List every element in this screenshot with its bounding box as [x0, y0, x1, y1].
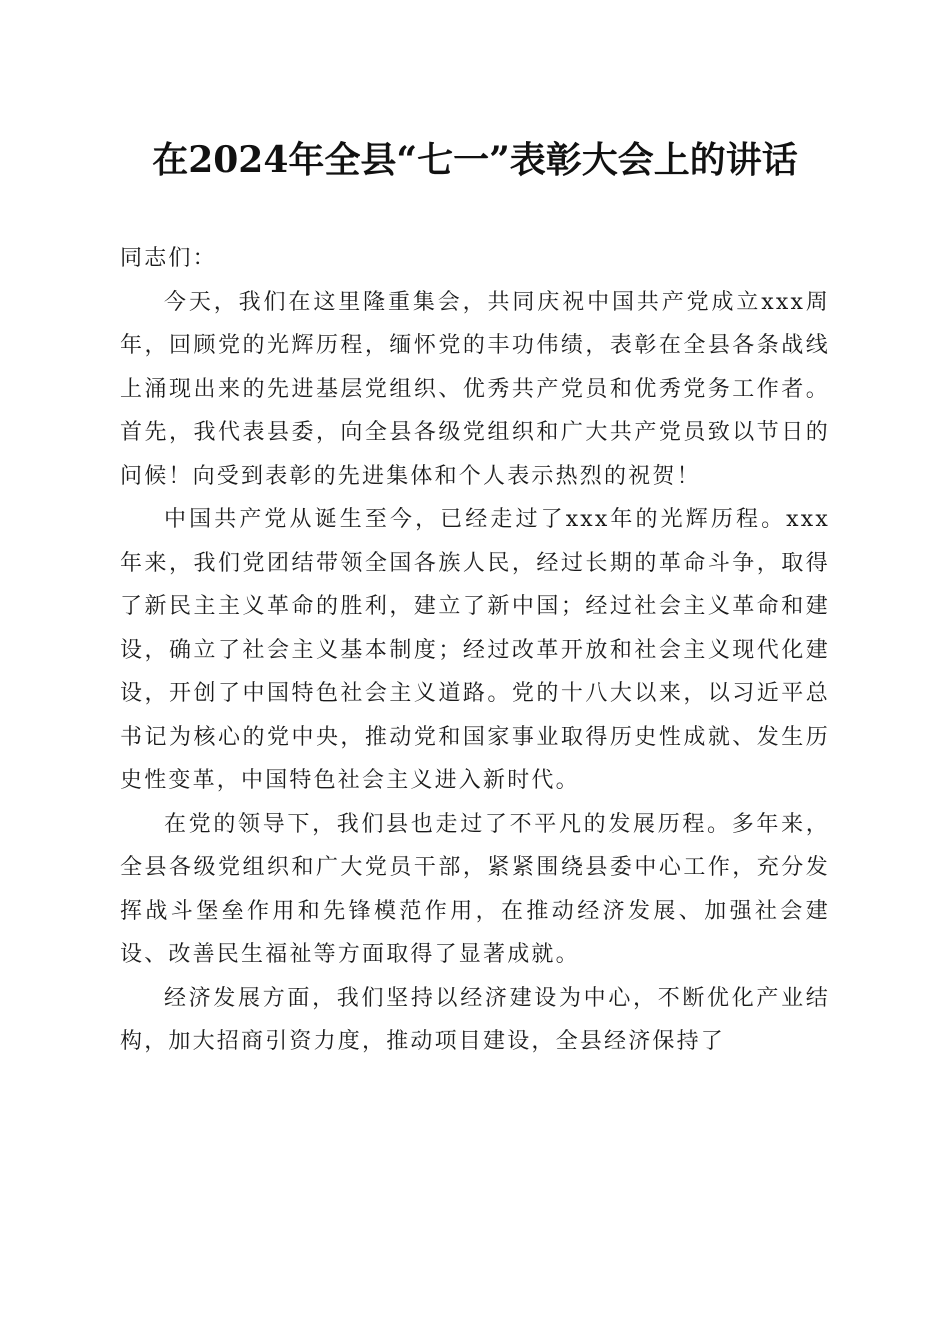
paragraph-1: 今天，我们在这里隆重集会，共同庆祝中国共产党成立xxx周年，回顾党的光辉历程，缅怀党的丰功伟绩，表彰在全县各条战线上涌现出来的先进基层党组织、优秀共产党员和优秀党务工作者。首先，我代表县委，向全县各级党组织和广大共产党员致以节日的问候！向受到表彰的先进集体和个人表示热烈的祝贺！: [120, 289, 830, 489]
document-body: [120, 237, 830, 1064]
document-title: 在2024年全县“七一”表彰大会上的讲话: [152, 139, 798, 181]
paragraph-2: 中国共产党从诞生至今，已经走过了xxx年的光辉历程。xxx年来，我们党团结带领全国各族人民，经过长期的革命斗争，取得了新民主主义革命的胜利，建立了新中国；经过社会主义革命和建设，确立了社会主义基本制度；经过改革开放和社会主义现代化建设，开创了中国特色社会主义道路。党的十八大以来，以习近平总书记为核心的党中央，推动党和国家事业取得历史性成就、发生历史性变革，中国特色社会主义进入新时代。: [120, 507, 830, 793]
salutation: 同志们：: [120, 246, 217, 271]
paragraph-3: 在党的领导下，我们县也走过了不平凡的发展历程。多年来，全县各级党组织和广大党员干部，紧紧围绕县委中心工作，充分发挥战斗堡垒作用和先锋模范作用，在推动经济发展、加强社会建设、改善民生福祉等方面取得了显著成就。: [120, 811, 830, 967]
paragraph-4: 经济发展方面，我们坚持以经济建设为中心，不断优化产业结构，加大招商引资力度，推动项目建设，全县经济保持了: [120, 985, 830, 1054]
